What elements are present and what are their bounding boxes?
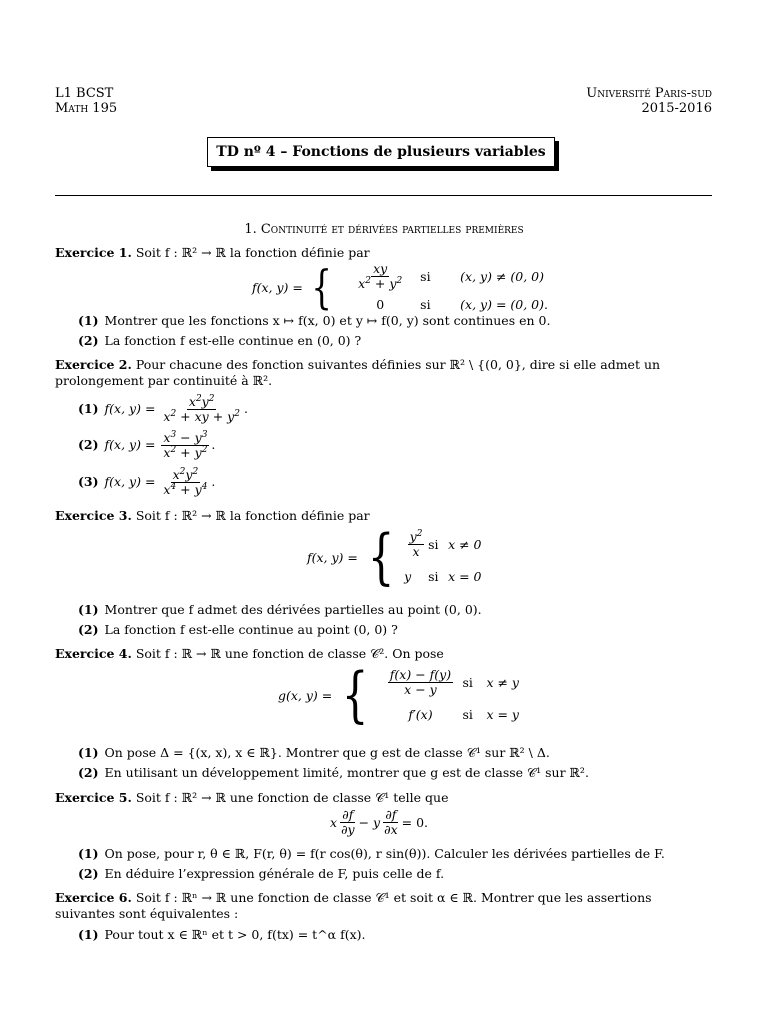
exercise-6-text: Soit f : ℝⁿ → ℝ une fonction de classe 𝒞¹ et soit α ∈ ℝ. Montrer que les assertions suivantes sont équivalentes : bbox=[55, 890, 652, 921]
exercise-4-intro bbox=[55, 646, 712, 662]
exercise-1-label: Exercice 1. bbox=[55, 245, 132, 260]
exercise-1-text: Soit f : ℝ² → ℝ la fonction définie par bbox=[135, 245, 370, 260]
exercise-6-question-1: (1) Pour tout x ∈ ℝⁿ et t > 0, f(tx) = t^α f(x). bbox=[78, 927, 366, 942]
exercise-1-question-2: (2) La fonction f est-elle continue en (0, 0) ? bbox=[78, 333, 362, 348]
exercise-4-text: Soit f : ℝ → ℝ une fonction de classe 𝒞². On pose bbox=[135, 646, 444, 661]
exercise-4-question-2: (2) En utilisant un développement limité, montrer que g est de classe 𝒞¹ sur ℝ². bbox=[78, 765, 589, 780]
course-code: Math 195 bbox=[55, 101, 118, 116]
exercise-3-text: Soit f : ℝ² → ℝ la fonction définie par bbox=[135, 508, 370, 523]
exercise-1-definition: f(x, y) = { $\frac{xy}{x^2 + y^2}$ si (x, y) ≠ (0, 0) 0 si (x, y) = (0, 0). bbox=[252, 260, 548, 314]
exercise-3-question-1: (1) Montrer que f admet des dérivées partielles au point (0, 0). bbox=[78, 602, 482, 617]
exercise-3-definition: f(x, y) = { $\frac{y^2}{x}$ si x ≠ 0 y si x = 0 bbox=[307, 522, 482, 592]
title-divider bbox=[55, 195, 712, 196]
exercise-6-intro bbox=[55, 890, 712, 922]
exercise-6-label: Exercice 6. bbox=[55, 890, 132, 905]
exercise-4-definition: g(x, y) = { $\frac{f(x) - f(y)}{x - y}$ si x ≠ y f′(x) si x = y bbox=[278, 660, 519, 730]
exercise-2-label: Exercice 2. bbox=[55, 357, 132, 372]
exercise-5-text: Soit f : ℝ² → ℝ une fonction de classe 𝒞¹ telle que bbox=[135, 790, 449, 805]
exercise-4-question-1: (1) On pose Δ = {(x, x), x ∈ ℝ}. Montrer que g est de classe 𝒞¹ sur ℝ² \ Δ. bbox=[78, 745, 550, 760]
exercise-5-question-1: (1) On pose, pour r, θ ∈ ℝ, F(r, θ) = f(r cos(θ), r sin(θ)). Calculer les dérivées partielles de F. bbox=[78, 846, 665, 861]
section-heading: 1. Continuité et dérivées partielles premières bbox=[244, 222, 524, 237]
academic-year: 2015-2016 bbox=[641, 101, 712, 116]
header-left bbox=[55, 86, 117, 116]
exercise-5-equation: x $\frac{\partial f}{\partial y}$ − y $\frac{\partial f}{\partial x}$ = 0. bbox=[330, 807, 428, 837]
exercise-4-label: Exercice 4. bbox=[55, 646, 132, 661]
exercise-2-question-2: (2) f(x, y) = $\frac{x^3 - y^3}{x^2 + y^2}$ . bbox=[78, 429, 216, 460]
exercise-1-intro bbox=[55, 245, 712, 261]
exercise-5-intro bbox=[55, 790, 712, 806]
exercise-3-label: Exercice 3. bbox=[55, 508, 132, 523]
course-level: L1 BCST bbox=[55, 86, 114, 101]
exercise-2-question-3: (3) f(x, y) = $\frac{x^2y^2}{x^4 + y^4}$ . bbox=[78, 466, 216, 497]
university-name: Université Paris-sud bbox=[586, 86, 712, 101]
exercise-1-question-1: (1) Montrer que les fonctions x ↦ f(x, 0) et y ↦ f(0, y) sont continues en 0. bbox=[78, 313, 551, 328]
exercise-2-intro bbox=[55, 357, 712, 389]
exercise-2-question-1: (1) f(x, y) = $\frac{x^2y^2}{x^2 + xy + y^2}$ . bbox=[78, 393, 248, 424]
exercise-5-question-2: (2) En déduire l’expression générale de F, puis celle de f. bbox=[78, 866, 445, 881]
exercise-3-question-2: (2) La fonction f est-elle continue au point (0, 0) ? bbox=[78, 622, 398, 637]
exercise-2-text: Pour chacune des fonction suivantes définies sur ℝ² \ {(0, 0}, dire si elle admet un prolongement par continuité à ℝ². bbox=[55, 357, 661, 388]
header-right bbox=[586, 86, 712, 116]
exercise-5-label: Exercice 5. bbox=[55, 790, 132, 805]
worksheet-title: TD nº 4 – Fonctions de plusieurs variables bbox=[207, 137, 555, 167]
